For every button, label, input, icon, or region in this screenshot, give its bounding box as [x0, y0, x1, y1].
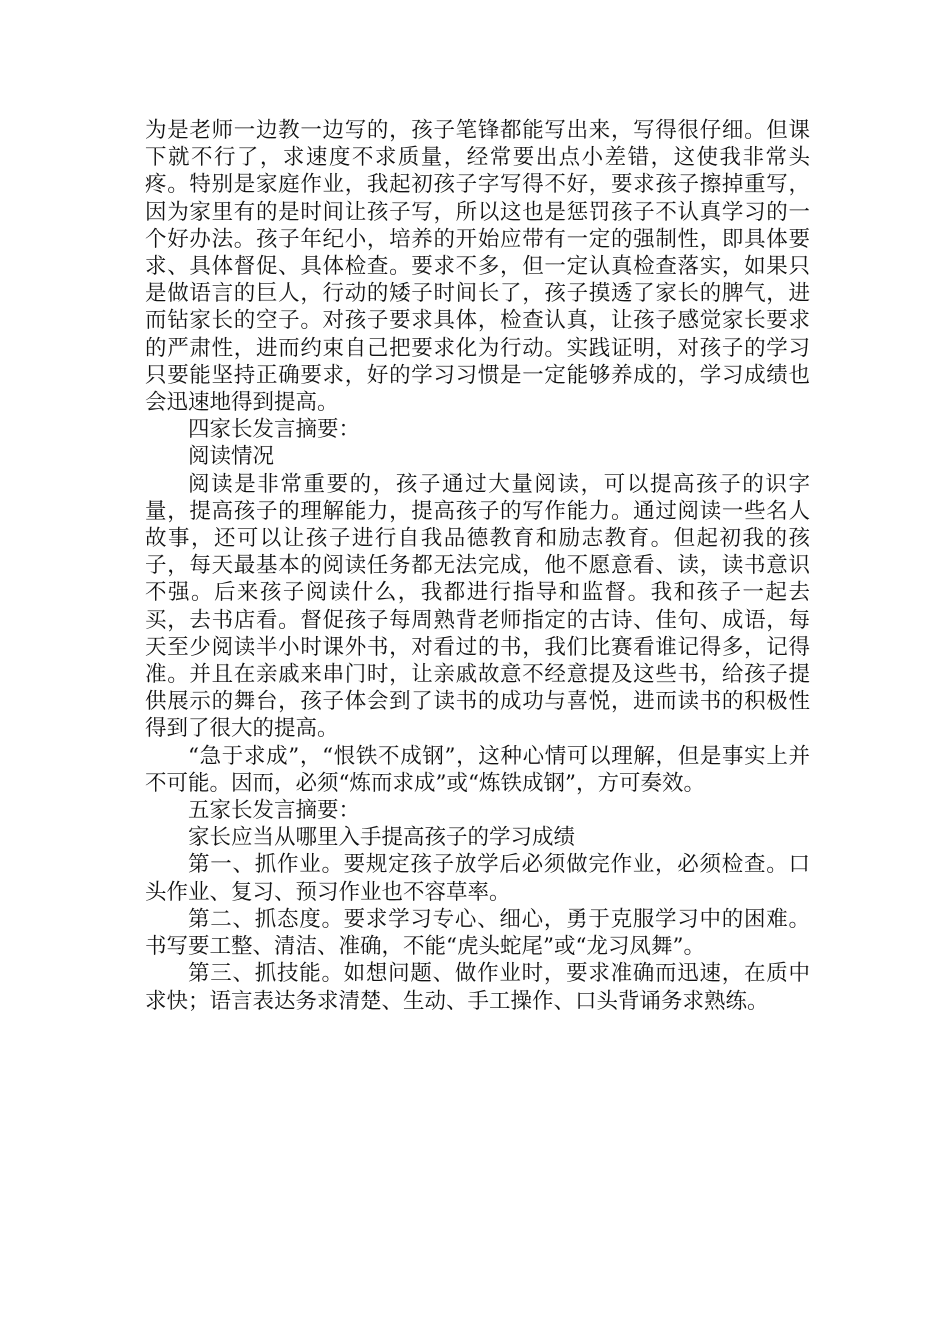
body-paragraph: 阅读是非常重要的，孩子通过大量阅读，可以提高孩子的识字量，提高孩子的理解能力，提高孩子的写作能力。通过阅读一些名人故事，还可以让孩子进行自我品德教育和励志教育。但起初我的孩子，每天最基本的阅读任务都无法完成，他不愿意看、读，读书意识不强。后来孩子阅读什么，我都进行指导和监督。我和孩子一起去买，去书店看。督促孩子每周熟背老师指定的古诗、佳句、成语，每天至少阅读半小时课外书，对看过的书，我们比赛看谁记得多，记得准。并且在亲戚来串门时，让亲戚故意不经意提及这些书，给孩子提供展示的舞台，孩子体会到了读书的成功与喜悦，进而读书的积极性得到了很大的提高。: [145, 471, 810, 742]
body-paragraph: 第二、抓态度。要求学习专心、细心，勇于克服学习中的困难。书写要工整、清洁、准确，不能“虎头蛇尾”或“龙习凤舞”。: [145, 906, 810, 960]
section-subheading: 阅读情况: [188, 444, 275, 470]
body-paragraph: 第三、抓技能。如想问题、做作业时，要求准确而迅速，在质中求快；语言表达务求清楚、生动、手工操作、口头背诵务求熟练。: [145, 961, 810, 1014]
body-paragraph: 为是老师一边教一边写的，孩子笔锋都能写出来，写得很仔细。但课下就不行了，求速度不求质量，经常要出点小差错，这使我非常头疼。特别是家庭作业，我起初孩子字写得不好，要求孩子擦掉重写，因为家里有的是时间让孩子写，所以这也是惩罚孩子不认真学习的一个好办法。孩子年纪小，培养的开始应带有一定的强制性，即具体要求、具体督促、具体检查。要求不多，但一定认真检查落实，如果只是做语言的巨人，行动的矮子时间长了，孩子摸透了家长的脾气，进而钻家长的空子。对孩子要求具体，检查认真，让孩子感觉家长要求的严肃性，进而约束自己把要求化为行动。实践证明，对孩子的学习只要能坚持正确要求，好的学习习惯是一定能够养成的，学习成绩也会迅速地得到提高。: [145, 118, 810, 416]
body-paragraph: 第一、抓作业。要规定孩子放学后必须做完作业，必须检查。口头作业、复习、预习作业也不容草率。: [145, 852, 810, 905]
section-heading: 五家长发言摘要：: [188, 798, 361, 824]
section-subheading: 家长应当从哪里入手提高孩子的学习成绩: [188, 825, 576, 851]
document-body: [145, 117, 810, 1015]
body-paragraph: “急于求成”，“恨铁不成钢”，这种心情可以理解，但是事实上并不可能。因而，必须“炼而求成”或“炼铁成钢”，方可奏效。: [145, 743, 810, 796]
section-heading: 四家长发言摘要：: [188, 417, 361, 443]
